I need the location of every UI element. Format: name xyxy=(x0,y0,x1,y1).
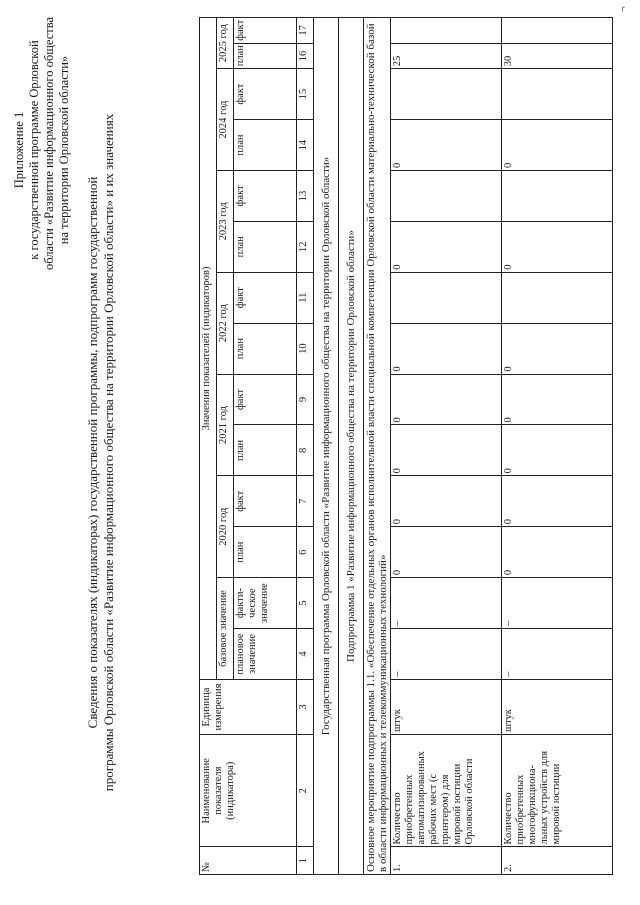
appendix-line: к государственной программе Орловской xyxy=(27,40,41,260)
row-value: 0 xyxy=(502,476,613,527)
row-value xyxy=(391,272,502,323)
appendix-line: области «Развитие информационного общества xyxy=(42,16,56,270)
subprogram-heading: Подпрограмма 1 «Развитие информационного общества на территории Орловской области» xyxy=(339,18,364,875)
header-fact: факт xyxy=(234,374,297,425)
table-row xyxy=(502,18,613,875)
header-year: 2024 год xyxy=(217,69,234,171)
column-number: 6 xyxy=(297,527,314,578)
column-number: 8 xyxy=(297,425,314,476)
row-value: 0 xyxy=(391,425,502,476)
header-fact: факт xyxy=(234,171,297,222)
header-plan: план xyxy=(234,527,297,578)
header-base: базовое значение xyxy=(217,578,234,680)
row-value xyxy=(502,18,613,44)
column-number: 7 xyxy=(297,476,314,527)
header-fact: факт xyxy=(234,18,297,44)
header-year: 2020 год xyxy=(217,476,234,578)
header-plan: план xyxy=(234,221,297,272)
row-unit: штук xyxy=(502,679,613,734)
column-number: 16 xyxy=(297,43,314,68)
program-heading: Государственная программа Орловской области «Развитие информационного общества на территории Орловской области» xyxy=(314,18,339,875)
row-number: 1. xyxy=(391,847,502,875)
row-value xyxy=(391,69,502,120)
header-row-1 xyxy=(200,18,217,875)
row-value: – xyxy=(502,578,613,629)
section-row xyxy=(314,18,339,875)
header-year: 2022 год xyxy=(217,272,234,374)
row-value: 0 xyxy=(391,476,502,527)
row-value: 0 xyxy=(391,374,502,425)
column-number: 2 xyxy=(297,735,314,847)
column-number: 1 xyxy=(297,847,314,875)
column-number: 13 xyxy=(297,171,314,222)
measure-heading: Основное мероприятие подпрограммы 1.1. «Обеспечение отдельных органов исполнительной власти специальной компетенции Орловской области материально-технической базой в области информационных и телекоммуникационных технологий» xyxy=(364,18,391,875)
row-value xyxy=(502,171,613,222)
column-number: 9 xyxy=(297,374,314,425)
header-fact: факт xyxy=(234,69,297,120)
row-value: 30 xyxy=(502,43,613,68)
row-value: 0 xyxy=(391,120,502,171)
row-value: 0 xyxy=(502,425,613,476)
header-plan: план xyxy=(234,120,297,171)
column-number: 5 xyxy=(297,578,314,629)
header-year: 2021 год xyxy=(217,374,234,476)
header-unit: Единица измерения xyxy=(200,679,297,734)
corner-mark: ¬ xyxy=(618,6,629,12)
row-unit: штук xyxy=(391,679,502,734)
column-number: 14 xyxy=(297,120,314,171)
row-value: 0 xyxy=(502,120,613,171)
header-fact: факт xyxy=(234,476,297,527)
appendix-line: на территории Орловской области» xyxy=(57,55,71,245)
document-title-line-2: программы Орловской области «Развитие информационного общества на территории Орловской области» и их значениях xyxy=(101,113,116,792)
row-indicator-name: Количество приобретенных многофункциона-льных устройств для мировой юстиции xyxy=(502,735,613,847)
row-number: 2. xyxy=(502,847,613,875)
header-actual: факти-ческое значение xyxy=(234,578,297,629)
row-value: 0 xyxy=(502,323,613,374)
header-year: 2023 год xyxy=(217,171,234,273)
row-value xyxy=(502,272,613,323)
row-value: 0 xyxy=(391,527,502,578)
row-value xyxy=(502,69,613,120)
row-value: – xyxy=(391,578,502,629)
header-plan: план xyxy=(234,43,297,68)
column-number: 11 xyxy=(297,272,314,323)
header-planned: плановое значение xyxy=(234,629,297,680)
table-row xyxy=(391,18,502,875)
indicators-table xyxy=(199,17,613,875)
column-number: 3 xyxy=(297,679,314,734)
row-value: 0 xyxy=(502,374,613,425)
row-value: 0 xyxy=(502,527,613,578)
appendix-heading xyxy=(12,16,72,270)
header-plan: план xyxy=(234,425,297,476)
row-value: 25 xyxy=(391,43,502,68)
header-fact: факт xyxy=(234,272,297,323)
row-value xyxy=(391,18,502,44)
column-number: 4 xyxy=(297,629,314,680)
header-name: Наименование показателя (индикатора) xyxy=(200,735,297,847)
column-number: 12 xyxy=(297,221,314,272)
header-num: № xyxy=(200,847,297,875)
section-row xyxy=(339,18,364,875)
header-plan: план xyxy=(234,323,297,374)
column-number: 15 xyxy=(297,69,314,120)
row-value: 0 xyxy=(391,323,502,374)
appendix-line: Приложение 1 xyxy=(12,111,26,189)
row-value: – xyxy=(502,629,613,680)
header-values: Значения показателей (индикаторов) xyxy=(200,18,217,680)
row-value: – xyxy=(391,629,502,680)
row-value: 0 xyxy=(391,221,502,272)
section-row xyxy=(364,18,391,875)
column-number-row xyxy=(297,18,314,875)
row-value: 0 xyxy=(502,221,613,272)
row-value xyxy=(391,171,502,222)
document-title-line-1: Сведения о показателях (индикаторах) государственной программы, подпрограмм государственной xyxy=(85,176,100,729)
header-year: 2025 год xyxy=(217,18,234,69)
row-indicator-name: Количество приобретенных автоматизированных рабочих мест (с принтером) для мировой юстиции Орловской области xyxy=(391,735,502,847)
column-number: 10 xyxy=(297,323,314,374)
column-number: 17 xyxy=(297,18,314,44)
